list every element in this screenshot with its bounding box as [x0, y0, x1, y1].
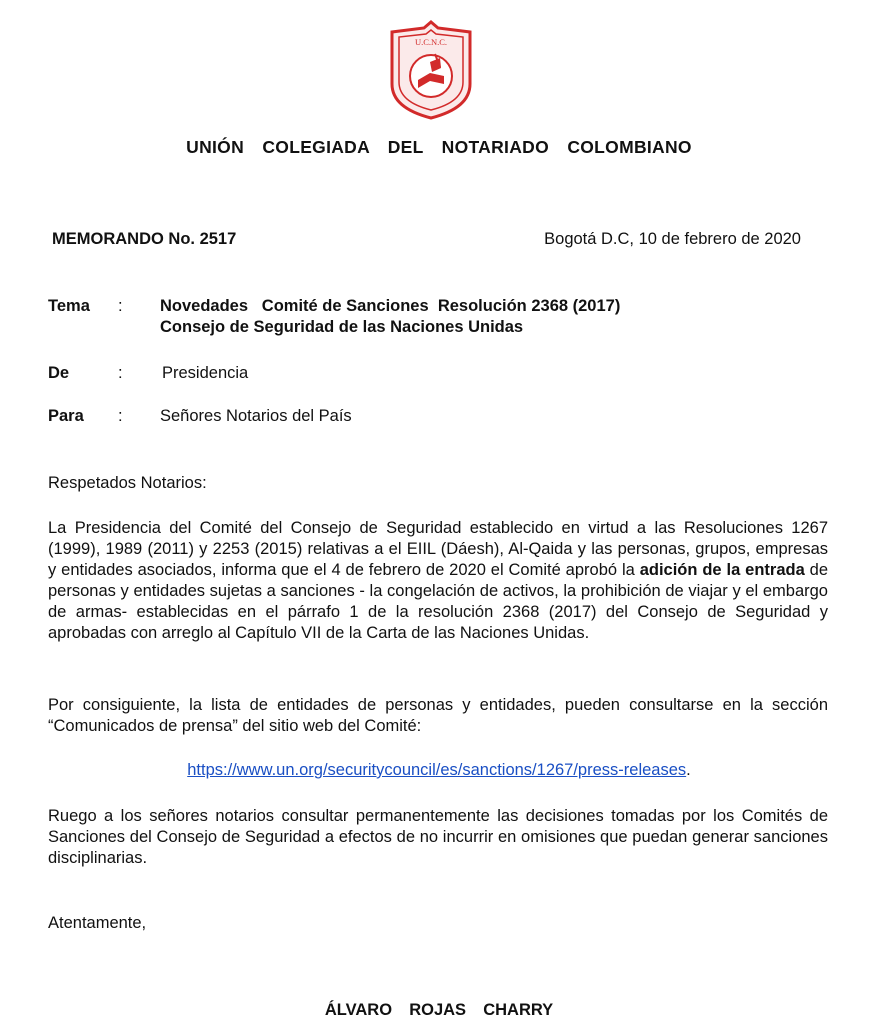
link-row: [0, 761, 878, 780]
logo-initials: U.C.N.C.: [414, 37, 448, 47]
de-row: [0, 363, 878, 385]
paragraph-announcement-end: de personas y entidades sujetas a sanciones - la congelación de activos, la prohibición de viajar y el embargo de armas- establecidas en el párrafo 1 de la resolución 2368 (2017) del Consejo de Seguridad y aprobadas con arreglo al Capítulo VII de la Carta de las Naciones Unidas.: [48, 561, 828, 642]
paragraph-request: Ruego a los señores notarios consultar permanentemente las decisiones tomadas por los Comités de Sanciones del Consejo de Seguridad a efectos de no incurrir en omisiones que puedan generar sanciones disciplinarias.: [48, 807, 828, 867]
greeting: Respetados Notarios:: [48, 474, 207, 492]
closing: Atentamente,: [48, 914, 147, 932]
tema-colon: :: [118, 297, 123, 315]
sanctions-press-releases-link[interactable]: https://www.un.org/securitycouncil/es/sanctions/1267/press-releases: [187, 761, 687, 779]
tema-line-1: Novedades Comité de Sanciones Resolución 2368 (2017): [160, 297, 621, 315]
para-row: [0, 406, 878, 428]
de-colon: :: [118, 364, 123, 382]
paragraph-reference: Por consiguiente, la lista de entidades de personas y entidades, pueden consultarse en la sección “Comunicados de prensa” del sitio web del Comité:: [48, 696, 828, 735]
ucnc-logo: [386, 18, 476, 122]
para-label: Para: [48, 407, 84, 425]
tema-line-2: Consejo de Seguridad de las Naciones Unidas: [160, 318, 524, 336]
para-value: Señores Notarios del País: [160, 407, 352, 425]
para-colon: :: [118, 407, 123, 425]
paragraph-announcement-emphasis: adición de la entrada: [639, 561, 805, 579]
link-suffix: .: [686, 761, 691, 779]
ucnc-seal-icon: [386, 18, 476, 122]
memo-number: MEMORANDO No. 2517: [52, 230, 237, 248]
organization-title: UNIÓN COLEGIADA DEL NOTARIADO COLOMBIANO: [186, 137, 692, 157]
tema-label: Tema: [48, 297, 90, 315]
tema-row: [0, 296, 878, 340]
signatory-name: ÁLVARO ROJAS CHARRY: [324, 1001, 554, 1019]
de-label: De: [48, 364, 70, 382]
memo-date: Bogotá D.C, 10 de febrero de 2020: [544, 230, 801, 248]
de-value: Presidencia: [162, 364, 249, 382]
paragraph-announcement-start: La Presidencia del Comité del Consejo de Seguridad establecido en virtud a las Resoluciones 1267 (1999), 1989 (2011) y 2253 (2015) relativas a el EIIL (Dáesh), Al-Qaida y las personas, grupos, empresas y entidades asociados, informa que el 4 de febrero de 2020 el Comité aprobó la: [48, 519, 828, 579]
paragraph-announcement: [48, 518, 828, 644]
